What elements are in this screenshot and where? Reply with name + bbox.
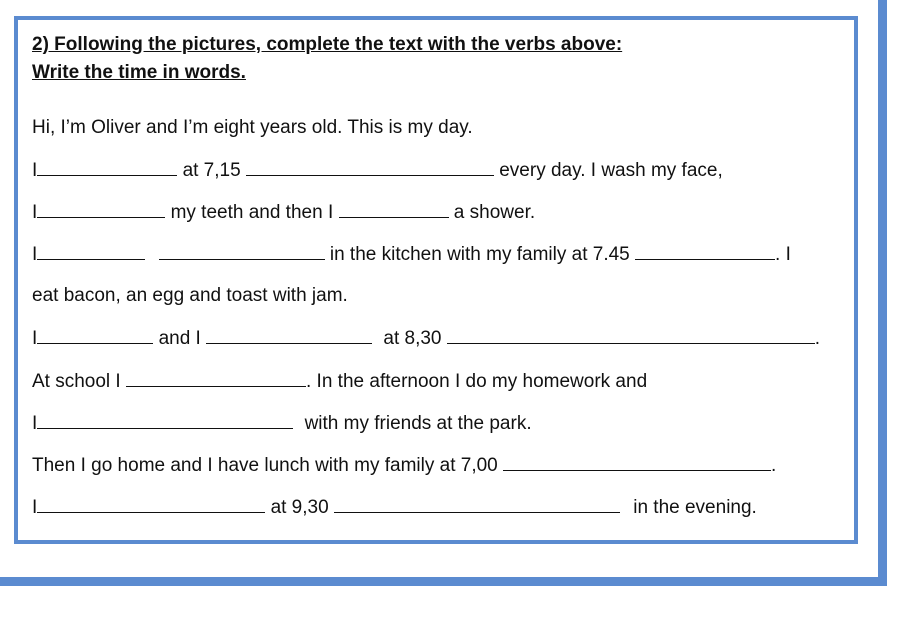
answer-blank[interactable] [37,412,293,429]
text-fragment: I [32,413,38,434]
text-fragment: in the kitchen with my family at 7.45 [329,244,630,265]
answer-blank[interactable] [339,201,449,218]
text-fragment: Then I go home and I have lunch with my family at 7,00 [32,455,498,476]
text-fragment: . I [775,244,791,265]
answer-blank[interactable] [37,201,165,218]
answer-blank[interactable] [37,159,177,176]
answer-blank[interactable] [334,496,620,513]
text-fragment: . [814,328,821,349]
text-fragment: I [32,202,38,223]
answer-blank[interactable] [447,327,815,344]
text-fragment: my teeth and then I [170,202,334,223]
text-fragment: a shower. [453,202,536,223]
text-fragment: at 7,15 [182,160,241,181]
answer-blank[interactable] [503,454,771,471]
exercise-heading: 2) Following the pictures, complete the text with the verbs above: [32,34,623,55]
answer-blank[interactable] [635,243,775,260]
page-border-right [878,0,887,586]
text-fragment: At school I [32,371,121,392]
answer-blank[interactable] [206,327,372,344]
answer-blank[interactable] [159,243,325,260]
answer-blank[interactable] [37,496,265,513]
sentence-line-5 [32,327,820,350]
answer-blank[interactable] [246,159,494,176]
sentence-line-6 [32,370,647,393]
text-fragment: at 8,30 [383,328,442,349]
text-fragment: and I [158,328,201,349]
text-fragment: I [32,160,38,181]
sentence-line-8 [32,454,776,477]
text-fragment: at 9,30 [270,497,329,518]
answer-blank[interactable] [37,243,145,260]
text-fragment: every day. I wash my face, [499,160,723,181]
text-fragment: in the evening. [633,497,757,518]
sentence-line-9 [32,496,757,519]
sentence-line-7 [32,412,532,435]
exercise-subheading: Write the time in words. [32,62,246,83]
text-fragment: . In the afternoon I do my homework and [306,371,648,392]
sentence-line-2 [32,201,535,224]
text-fragment: I [32,497,38,518]
page-border-bottom [0,577,887,586]
sentence-line-3 [32,243,791,266]
text-fragment: I [32,328,38,349]
sentence-line-4: eat bacon, an egg and toast with jam. [32,285,348,306]
text-fragment: . [771,455,777,476]
answer-blank[interactable] [37,327,153,344]
sentence-line-1 [32,159,723,182]
text-fragment: I [32,244,38,265]
text-fragment: with my friends at the park. [304,413,532,434]
intro-sentence: Hi, I’m Oliver and I’m eight years old. This is my day. [32,117,473,138]
answer-blank[interactable] [126,370,306,387]
